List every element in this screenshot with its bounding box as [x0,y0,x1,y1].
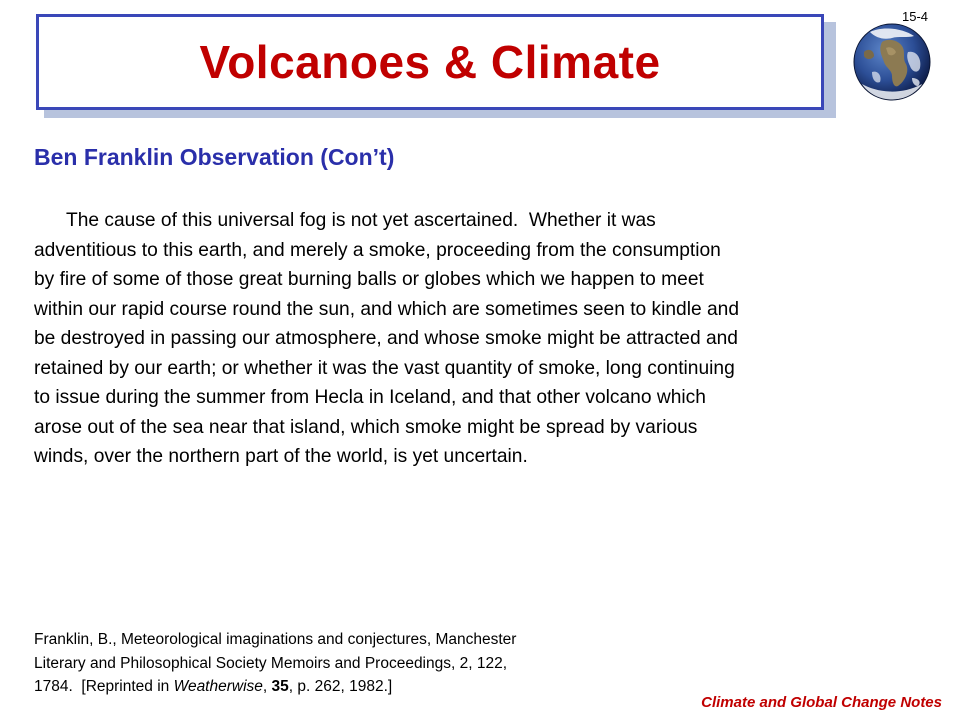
franklin-quote: The cause of this universal fog is not yet ascertained. Whether it was adventitious to this earth, and merely a smoke, proceeding from the consumption by fire of some of those great burning balls or globes which we happen to meet within our rapid course round the sun, and which are sometimes seen to kindle and be destroyed in passing our atmosphere, and whose smoke might be attracted and retained by our earth; or whether it was the vast quantity of smoke, long continuing to issue during the summer from Hecla in Iceland, and that other volcano which arose out of the sea near that island, which smoke might be spread by various winds, over the northern part of the world, is yet uncertain. [34,210,740,467]
slide-title: Volcanoes & Climate [199,36,661,88]
citation-text: Franklin, B., Meteorological imaginations and conjectures, Manchester Literary and Philosophical Society Memoirs and Proceedings, 2, 122, 1784. [Reprinted in [34,631,517,695]
title-box [36,14,824,110]
section-subtitle: Ben Franklin Observation (Con’t) [34,144,395,170]
citation-separator: , [262,678,272,695]
citation-volume: 35 [271,678,289,695]
footer-course-title: Climate and Global Change Notes [701,694,942,711]
citation-journal: Weatherwise [173,678,263,695]
earth-globe-icon [852,22,932,102]
citation [34,628,674,699]
slide-number: 15-4 [902,9,929,24]
citation-pages-year: , p. 262, 1982.] [288,678,393,695]
